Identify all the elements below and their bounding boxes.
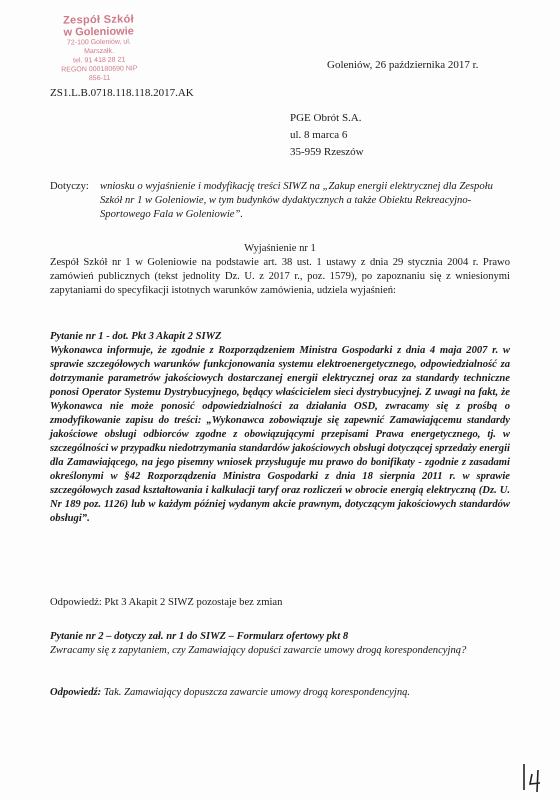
question-1-body: Wykonawca informuje, że zgodnie z Rozporządzeniem Ministra Gospodarki z dnia 4 maja 2007 r. w sprawie szczegółowych warunków funkcjonowania systemu elektroenergetycznego, odpowiedzialność za dotrzymanie parametrów jakościowych dostarczanej energii elektrycznej oraz za standardy techniczne ponosi Operator Systemu Dystrybucyjnego, będący właścicielem sieci dystrybucyjnej. Z uwagi na fakt, że Wykonawca nie może ponosić odpowiedzialności za działania OSD, zwracamy się z prośbą o zmodyfikowanie zapisu do treści: „Wykonawca zobowiązuje się zapewnić Zamawiającemu standardy jakościowe obsługi odbiorców zgodne z obowiązującymi przepisami Prawa energetycznego, tj. w szczególności w przypadku niedotrzymania standardów jakościowych obsługi dotyczącej sprzedaży energii dla Zamawiającego, na jego pisemny wniosek przysługuje mu prawo do bonifikaty - zgodnie z zasadami określonymi w §42 Rozporządzenia Ministra Gospodarki z dnia 18 sierpnia 2011 r. w sprawie szczegółowych zasad kształtowania i kalkulacji taryf oraz rozliczeń w obrocie energią elektryczną (Dz. U. Nr 189 poz. 1126) lub w każdym później wydanym akcie prawnym, dotyczącym jakościowych standardów obsługi”. — [50, 345, 510, 524]
intro-paragraph: Zespół Szkół nr 1 w Goleniowie na podstawie art. 38 ust. 1 ustawy z dnia 29 stycznia 2004 r. Prawo zamówień publicznych (tekst jednolity Dz. U. z 2017 r., poz. 1579), po zapoznaniu się z wniesionymi zapytaniami do specyfikacji istotnych warunków zamówienia, udziela wyjaśnień: — [50, 257, 510, 296]
answer-1: Odpowiedź: Pkt 3 Akapit 2 SIWZ pozostaje bez zmian — [50, 597, 283, 608]
question-2-body: Zwracamy się z zapytaniem, czy Zamawiający dopuści zawarcie umowy drogą korespondencyjną? — [50, 645, 467, 656]
reference-number: ZS1.L.B.0718.118.118.2017.AK — [50, 87, 194, 99]
answer-2-label: Odpowiedź: — [50, 687, 102, 698]
school-stamp — [55, 13, 142, 83]
stamp-line: 72-100 Goleniów, ul. Marszałk. — [66, 38, 131, 56]
subject-text: wniosku o wyjaśnienie i modyfikację treści SIWZ na „Zakup energii elektrycznej dla Zespołu Szkół nr 1 w Goleniowie, w tym budynków dydaktycznych a także Obiektu Rekreacyjno-Sportowego Fala w Goleniowie”. — [100, 181, 493, 220]
recipient-name: PGE Obrót S.A. — [290, 112, 362, 124]
answer-2 — [50, 686, 510, 700]
subject-label: Dotyczy: — [50, 181, 89, 192]
handwritten-mark — [518, 760, 548, 794]
question-2-title: Pytanie nr 2 – dotyczy zał. nr 1 do SIWZ – Formularz ofertowy pkt 8 — [50, 631, 349, 642]
stamp-line: Zespół Szkół — [62, 13, 135, 27]
place-and-date: Goleniów, 26 października 2017 r. — [327, 59, 479, 71]
answer-2-text: Tak. Zamawiający dopuszcza zawarcie umowy drogą korespondencyjną. — [103, 687, 411, 698]
stamp-line: w Goleniowie — [63, 25, 134, 39]
recipient-address — [290, 110, 364, 161]
recipient-city: 35-959 Rzeszów — [290, 146, 364, 158]
explanation-title: Wyjaśnienie nr 1 — [244, 243, 316, 254]
subject-block — [50, 180, 510, 222]
stamp-line: REGON 000180690 NIP 856-11 — [61, 65, 138, 83]
recipient-street: ul. 8 marca 6 — [290, 129, 348, 141]
stamp-line: tel. 91 418 28 21 — [73, 56, 126, 65]
question-1-title: Pytanie nr 1 - dot. Pkt 3 Akapit 2 SIWZ — [50, 331, 222, 342]
